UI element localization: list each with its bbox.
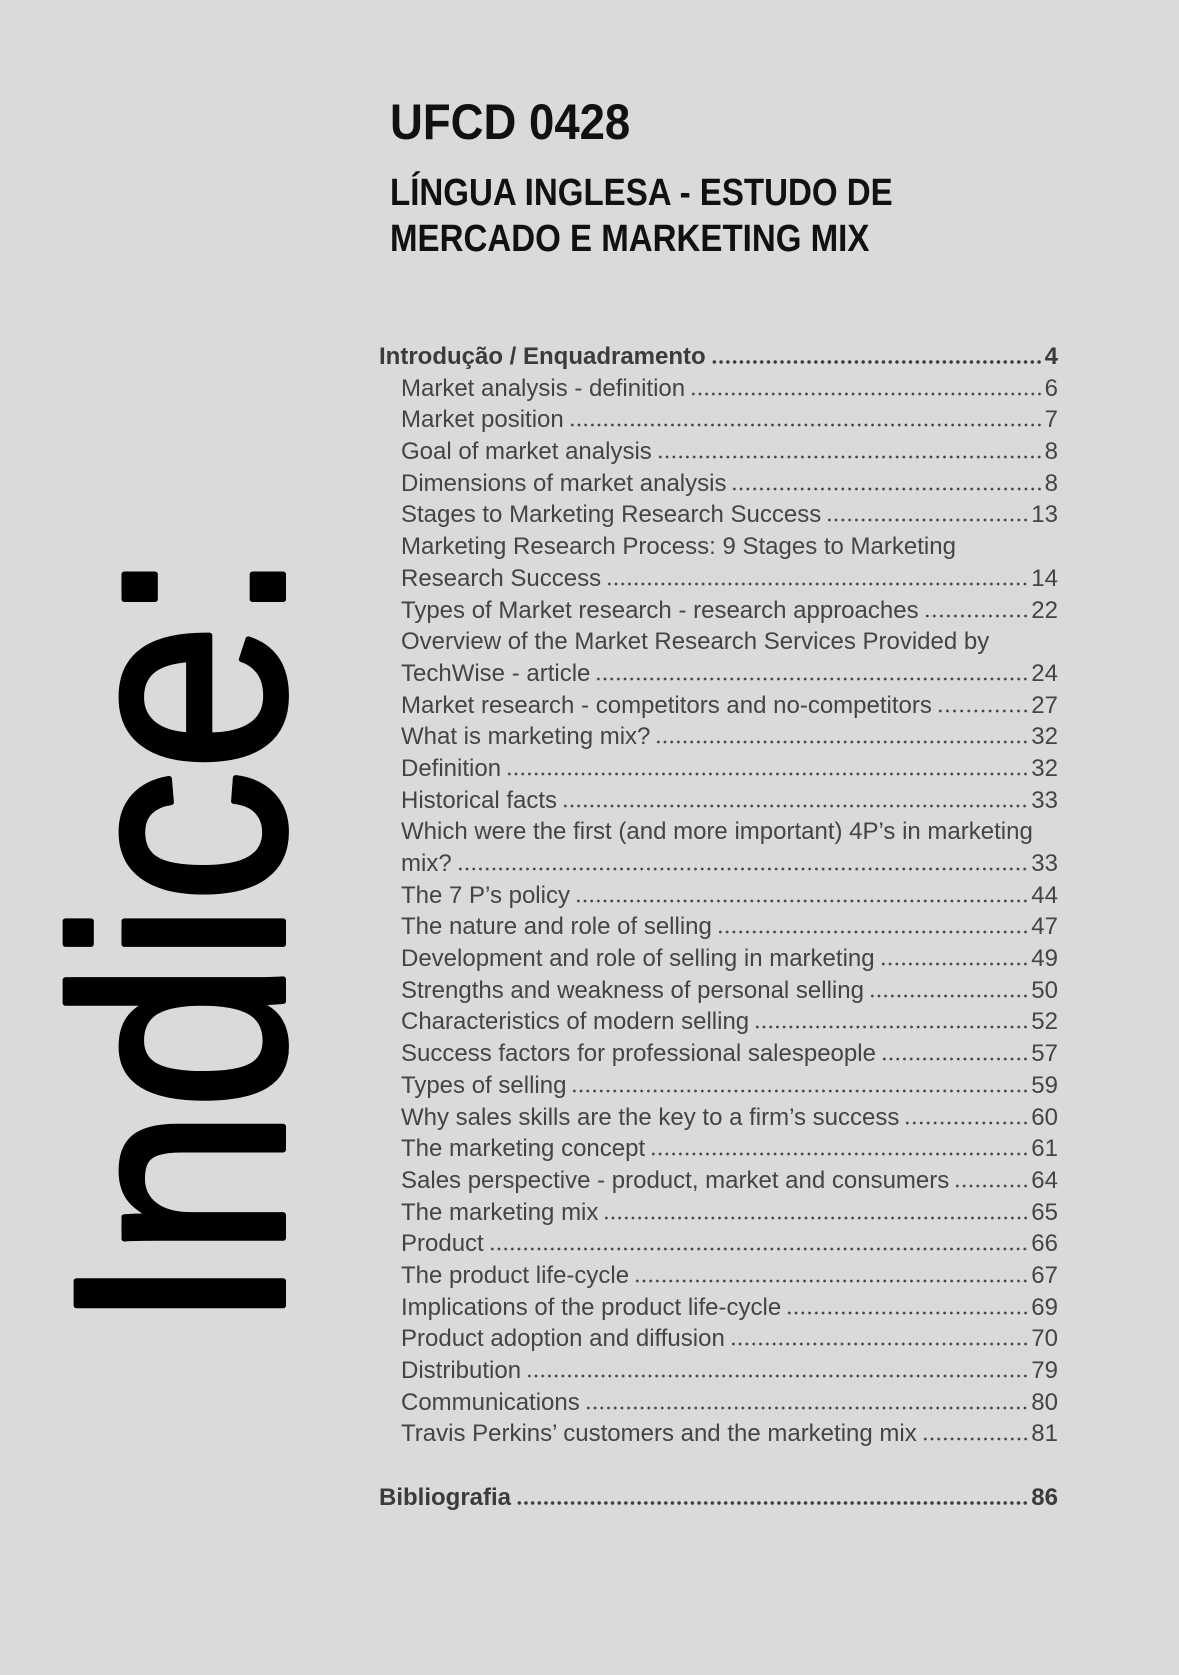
toc-leader-dots	[595, 677, 1029, 681]
toc-entry	[379, 404, 1058, 436]
side-index-label	[0, 0, 347, 1675]
toc-leader-dots	[954, 1184, 1029, 1188]
toc-leader-dots	[457, 867, 1030, 871]
toc-entry-row	[401, 436, 1058, 468]
toc-entry	[379, 1133, 1058, 1165]
toc-leader-dots	[655, 740, 1029, 744]
toc-entry	[379, 816, 1058, 879]
toc-leader-dots	[826, 518, 1029, 522]
toc-page-number: 86	[1031, 1484, 1058, 1512]
toc-entry	[379, 531, 1058, 594]
toc-entry-title: The marketing concept	[401, 1135, 646, 1163]
toc-entry-row	[401, 1197, 1058, 1229]
toc-entry-title: Introdução / Enquadramento	[379, 343, 706, 370]
toc-entry-title: Why sales skills are the key to a firm’s success	[401, 1103, 900, 1131]
toc-page-number: 59	[1031, 1071, 1058, 1099]
table-of-contents	[379, 341, 1058, 1514]
toc-entry-title: mix?	[401, 850, 452, 877]
toc-entry-row	[401, 848, 1058, 880]
toc-entry-title: Product	[401, 1230, 484, 1258]
toc-entry-title: Success factors for professional salespeople	[401, 1040, 876, 1068]
toc-leader-dots	[922, 1437, 1030, 1441]
toc-entry	[379, 626, 1058, 689]
toc-entry-row	[401, 563, 1058, 595]
toc-leader-dots	[569, 423, 1043, 427]
toc-entry	[379, 468, 1058, 500]
toc-leader-dots	[606, 582, 1029, 586]
toc-page-number: 27	[1031, 691, 1058, 719]
toc-entry-row	[401, 943, 1058, 975]
course-title-line-1: LÍNGUA INGLESA - ESTUDO DE	[390, 172, 893, 214]
toc-entry	[379, 1260, 1058, 1292]
toc-leader-dots	[869, 994, 1029, 998]
toc-entry-row	[401, 1006, 1058, 1038]
toc-entry-title: TechWise - article	[401, 659, 591, 687]
toc-entry-row	[401, 595, 1058, 627]
toc-entry	[379, 436, 1058, 468]
course-title-line-2: MERCADO E MARKETING MIX	[390, 218, 870, 260]
toc-entry-row	[401, 468, 1058, 500]
toc-entry-row	[401, 1418, 1058, 1450]
toc-page-number: 67	[1031, 1261, 1058, 1289]
toc-entry	[379, 1197, 1058, 1229]
toc-page-number: 49	[1031, 945, 1058, 973]
toc-entry-title: Types of selling	[401, 1071, 567, 1099]
toc-entry-title: Strengths and weakness of personal selling	[401, 976, 864, 1004]
toc-entry-title: Definition	[401, 754, 502, 782]
toc-entry-row	[401, 404, 1058, 436]
toc-page-number: 61	[1031, 1135, 1058, 1163]
toc-entry-row	[401, 1228, 1058, 1260]
toc-leader-dots	[489, 1247, 1030, 1251]
toc-entry-title: Dimensions of market analysis	[401, 469, 727, 497]
toc-entry	[379, 1006, 1058, 1038]
toc-entry-title: What is marketing mix?	[401, 723, 651, 751]
toc-entry	[379, 1038, 1058, 1070]
toc-entry-title: Goal of market analysis	[401, 438, 652, 466]
toc-entry-title: The marketing mix	[401, 1198, 599, 1226]
toc-page-number: 33	[1031, 850, 1058, 877]
toc-entry-row	[401, 373, 1058, 405]
toc-page-number: 70	[1031, 1325, 1058, 1353]
toc-leader-dots	[657, 455, 1043, 459]
toc-entry	[379, 721, 1058, 753]
toc-entry	[379, 1387, 1058, 1419]
toc-leader-dots	[526, 1374, 1029, 1378]
toc-entry-title: Stages to Marketing Research Success	[401, 501, 822, 529]
toc-entry-title: Research Success	[401, 564, 602, 592]
toc-leader-dots	[585, 1406, 1030, 1410]
toc-page-number: 7	[1044, 406, 1058, 434]
toc-entry-row	[401, 658, 1058, 690]
toc-entry-row	[401, 880, 1058, 912]
toc-entry-row	[401, 721, 1058, 753]
toc-entry-title: Sales perspective - product, market and consumers	[401, 1166, 950, 1194]
toc-page-number: 32	[1031, 754, 1058, 782]
toc-leader-dots	[880, 962, 1030, 966]
toc-entry	[379, 373, 1058, 405]
toc-page-number: 81	[1031, 1420, 1058, 1448]
toc-entry	[379, 943, 1058, 975]
toc-entry	[379, 1355, 1058, 1387]
course-code: UFCD 0428	[390, 94, 631, 150]
toc-leader-dots	[937, 709, 1029, 713]
toc-entry	[379, 690, 1058, 722]
toc-leader-dots	[603, 1216, 1029, 1220]
toc-entry-row	[401, 1355, 1058, 1387]
toc-entry-row	[379, 341, 1058, 373]
toc-entry-title: Types of Market research - research approaches	[401, 596, 919, 624]
toc-page-number: 6	[1044, 374, 1058, 402]
toc-entry-title: Development and role of selling in marketing	[401, 945, 875, 973]
toc-entry-title: Market position	[401, 406, 564, 434]
toc-leader-dots	[506, 772, 1029, 776]
toc-leader-dots	[731, 487, 1042, 491]
toc-entry-row	[401, 911, 1058, 943]
toc-entry-row	[401, 1387, 1058, 1419]
toc-leader-dots	[754, 1025, 1029, 1029]
toc-leader-dots	[786, 1311, 1029, 1315]
toc-entry-row	[401, 975, 1058, 1007]
course-title	[390, 170, 968, 262]
toc-entry-title: Historical facts	[401, 786, 558, 814]
toc-entry-row	[401, 785, 1058, 817]
toc-page-number: 47	[1031, 913, 1058, 941]
toc-entry-title-line: Which were the first (and more important) 4P’s in marketing	[401, 818, 1033, 846]
toc-page-number: 13	[1031, 501, 1058, 529]
toc-entry	[379, 595, 1058, 627]
toc-entry	[379, 911, 1058, 943]
toc-page-number: 24	[1031, 659, 1058, 687]
toc-leader-dots	[575, 899, 1029, 903]
toc-leader-dots	[634, 1279, 1029, 1283]
toc-entry-row	[401, 1260, 1058, 1292]
toc-entry-row	[401, 1292, 1058, 1324]
toc-page-number: 8	[1044, 469, 1058, 497]
toc-entry	[379, 1165, 1058, 1197]
toc-leader-dots	[881, 1057, 1029, 1061]
toc-page-number: 57	[1031, 1040, 1058, 1068]
toc-entry-row	[401, 1133, 1058, 1165]
toc-leader-dots	[717, 930, 1029, 934]
toc-entry-title: The product life-cycle	[401, 1261, 630, 1289]
side-index-label-text: Indice:	[11, 446, 347, 1330]
toc-entry-title: The nature and role of selling	[401, 913, 712, 941]
toc-page-number: 52	[1031, 1008, 1058, 1036]
toc-entry-title: Characteristics of modern selling	[401, 1008, 750, 1036]
toc-page-number: 66	[1031, 1230, 1058, 1258]
toc-entry	[379, 341, 1058, 373]
toc-entry-row	[401, 690, 1058, 722]
toc-page-number: 14	[1031, 564, 1058, 592]
toc-entry-title: Market analysis - definition	[401, 374, 686, 402]
toc-page-number: 8	[1044, 438, 1058, 466]
toc-entry-title: Implications of the product life-cycle	[401, 1293, 782, 1321]
toc-page-number: 50	[1031, 976, 1058, 1004]
toc-entry	[379, 1292, 1058, 1324]
toc-entry	[379, 1228, 1058, 1260]
toc-leader-dots	[711, 360, 1043, 364]
toc-page-number: 33	[1031, 786, 1058, 814]
toc-leader-dots	[650, 1152, 1029, 1156]
toc-page-number: 64	[1031, 1166, 1058, 1194]
toc-page-number: 65	[1031, 1198, 1058, 1226]
toc-entry	[379, 785, 1058, 817]
toc-entry-row	[401, 1165, 1058, 1197]
toc-entry-title-line: Overview of the Market Research Services Provided by	[401, 628, 990, 656]
toc-entry-row	[401, 1038, 1058, 1070]
toc-entry-title: Distribution	[401, 1357, 522, 1384]
toc-page-number: 60	[1031, 1103, 1058, 1131]
toc-page-number: 69	[1031, 1293, 1058, 1321]
toc-page-number: 4	[1044, 343, 1058, 370]
toc-entry	[379, 975, 1058, 1007]
toc-page-number: 44	[1031, 881, 1058, 909]
toc-leader-dots	[904, 1121, 1029, 1125]
toc-entry	[379, 1482, 1058, 1514]
toc-entry-title: Bibliografia	[379, 1484, 512, 1512]
toc-entry	[379, 880, 1058, 912]
toc-leader-dots	[924, 614, 1030, 618]
toc-page-number: 79	[1031, 1357, 1058, 1384]
toc-leader-dots	[730, 1342, 1029, 1346]
toc-entry-title-line: Marketing Research Process: 9 Stages to Marketing	[401, 533, 956, 561]
toc-entry	[379, 499, 1058, 531]
toc-entry-row	[401, 1323, 1058, 1355]
toc-leader-dots	[690, 392, 1043, 396]
toc-entry-title: Communications	[401, 1388, 580, 1416]
toc-entry	[379, 1323, 1058, 1355]
toc-page-number: 80	[1031, 1388, 1058, 1416]
toc-entry-row	[401, 753, 1058, 785]
toc-page-number: 32	[1031, 723, 1058, 751]
toc-entry-row	[401, 499, 1058, 531]
toc-leader-dots	[516, 1501, 1029, 1505]
toc-entry	[379, 1418, 1058, 1450]
toc-entry-title: The 7 P’s policy	[401, 881, 570, 909]
toc-entry-row	[401, 1070, 1058, 1102]
toc-page-number: 22	[1031, 596, 1058, 624]
toc-entry	[379, 753, 1058, 785]
toc-entry-title: Market research - competitors and no-competitors	[401, 691, 932, 719]
toc-entry	[379, 1070, 1058, 1102]
toc-entry-row	[379, 1482, 1058, 1514]
toc-entry-title: Product adoption and diffusion	[401, 1325, 725, 1353]
toc-leader-dots	[562, 804, 1029, 808]
toc-entry	[379, 1102, 1058, 1134]
toc-entry-row	[401, 1102, 1058, 1134]
toc-leader-dots	[571, 1089, 1029, 1093]
toc-entry-title: Travis Perkins’ customers and the marketing mix	[401, 1420, 917, 1448]
